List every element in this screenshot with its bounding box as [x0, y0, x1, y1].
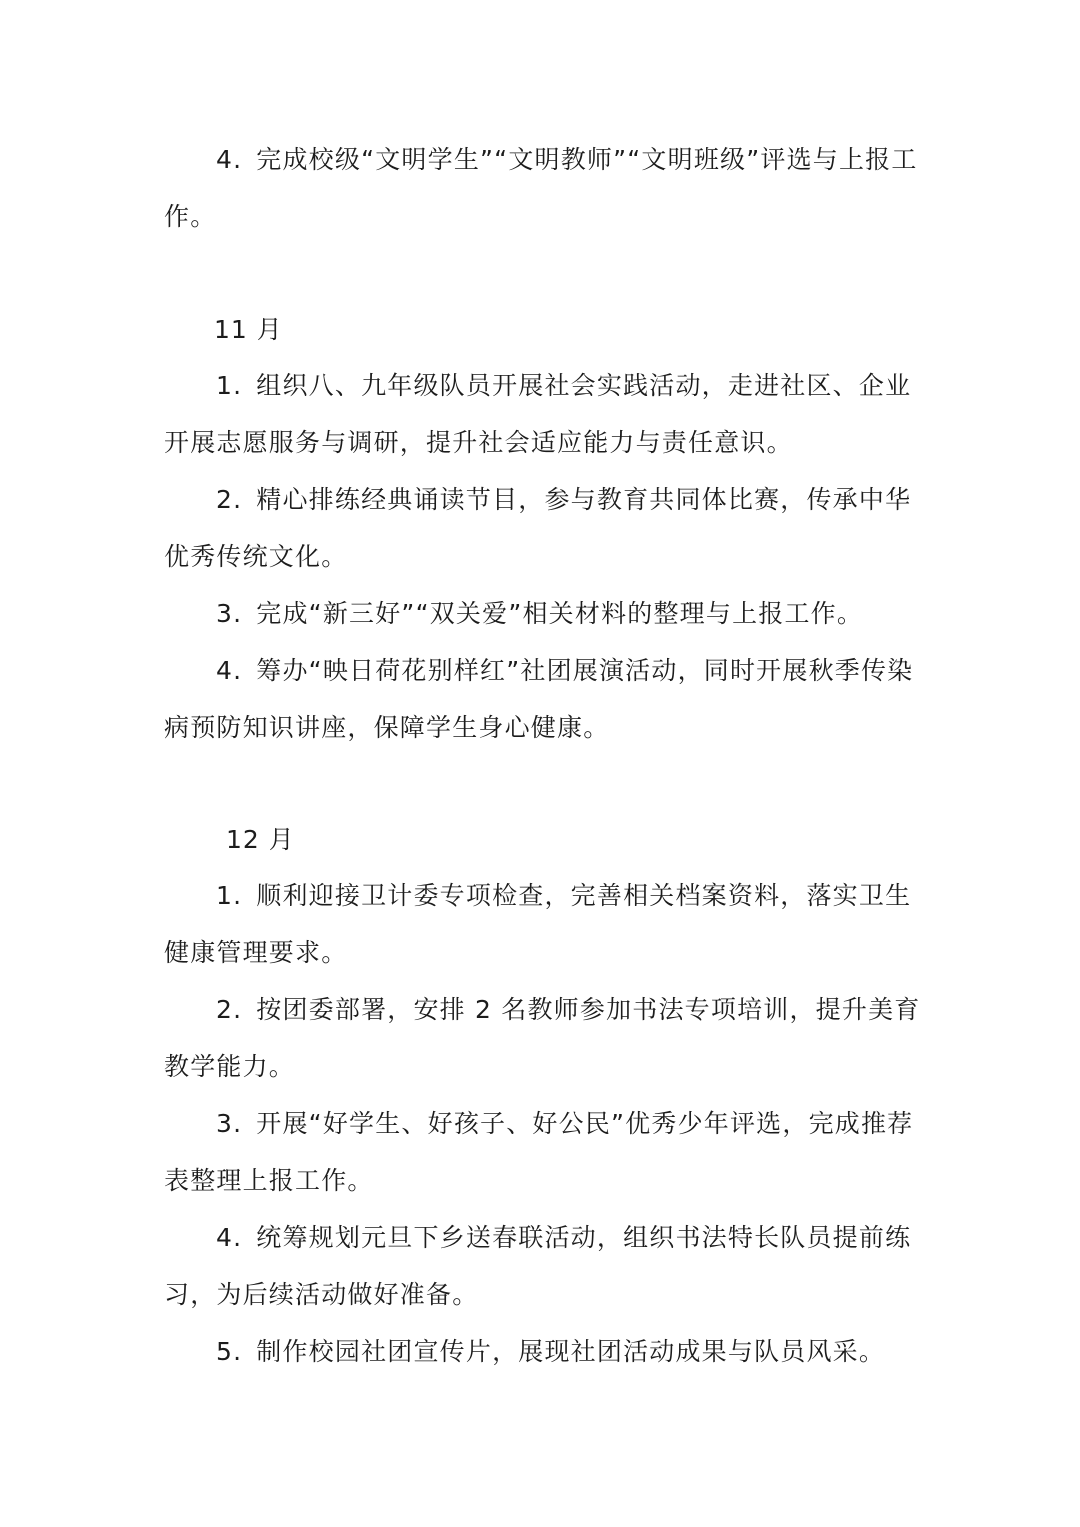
- list-item: [164, 867, 924, 981]
- item-text: 筹办“映日荷花别样红”社团展演活动，同时开展秋季传染病预防知识讲座，保障学生身心健康。: [164, 656, 914, 742]
- december-section: [164, 824, 924, 1380]
- item-number: 4.: [216, 656, 243, 685]
- list-item: [164, 471, 924, 585]
- item-text: 统筹规划元旦下乡送春联活动，组织书法特长队员提前练习，为后续活动做好准备。: [164, 1223, 912, 1309]
- item-text: 顺利迎接卫计委专项检查，完善相关档案资料，落实卫生健康管理要求。: [164, 881, 912, 967]
- item-text: 制作校园社团宣传片，展现社团活动成果与队员风采。: [256, 1337, 886, 1366]
- list-item: [164, 357, 924, 471]
- item-text: 开展“好学生、好孩子、好公民”优秀少年评选，完成推荐表整理上报工作。: [164, 1109, 914, 1195]
- item-number: 4.: [216, 145, 243, 174]
- item-text: 完成“新三好”“双关爱”相关材料的整理与上报工作。: [256, 599, 864, 628]
- list-item: [164, 585, 924, 642]
- month-heading: 12 月: [226, 825, 295, 854]
- december-list: [164, 867, 924, 1380]
- item-number: 3.: [216, 1109, 243, 1138]
- item-text: 精心排练经典诵读节目，参与教育共同体比赛，传承中华优秀传统文化。: [164, 485, 912, 571]
- list-item: [164, 1095, 924, 1209]
- list-item: [164, 981, 924, 1095]
- item-number: 1.: [216, 881, 243, 910]
- item-number: 2.: [216, 485, 243, 514]
- month-heading: 11 月: [214, 315, 283, 344]
- item-text: 完成校级“文明学生”“文明教师”“文明班级”评选与上报工作。: [164, 145, 918, 231]
- item-number: 5.: [216, 1337, 243, 1366]
- item-number: 3.: [216, 599, 243, 628]
- item-number: 4.: [216, 1223, 243, 1252]
- list-item: [164, 642, 924, 756]
- october-tail-section: [164, 131, 924, 245]
- november-section: [164, 314, 924, 756]
- november-list: [164, 357, 924, 756]
- item-number: 2.: [216, 995, 243, 1024]
- list-item: [164, 1209, 924, 1323]
- list-item: [164, 1323, 924, 1380]
- item-number: 1.: [216, 371, 243, 400]
- list-item: [164, 131, 924, 245]
- item-text: 按团委部署，安排 2 名教师参加书法专项培训，提升美育教学能力。: [164, 995, 921, 1081]
- item-text: 组织八、九年级队员开展社会实践活动，走进社区、企业开展志愿服务与调研，提升社会适应能力与责任意识。: [164, 371, 912, 457]
